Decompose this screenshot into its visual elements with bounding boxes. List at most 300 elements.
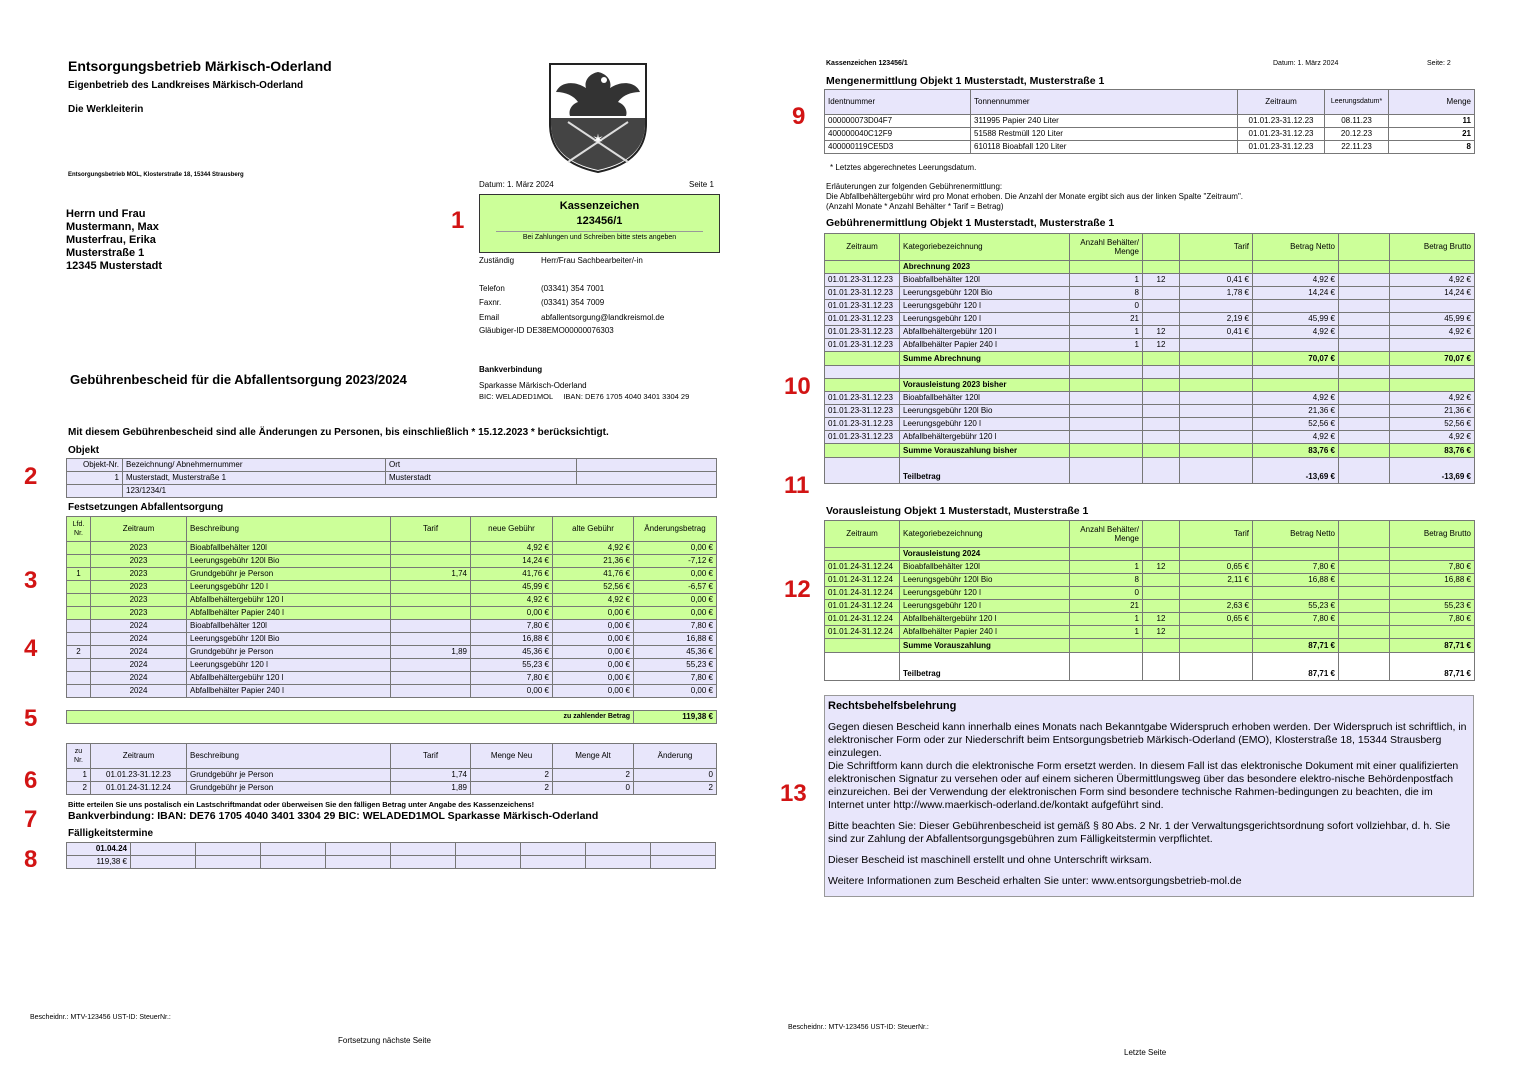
sum-brutto: 83,76 € <box>1390 444 1475 458</box>
cell: 52,56 € <box>1390 418 1475 431</box>
sum-brutto: 87,71 € <box>1390 639 1475 653</box>
teilbetrag-brutto: -13,69 € <box>1390 458 1475 484</box>
erl-line: (Anzahl Monate * Anzahl Behälter * Tarif = Betrag) <box>826 202 1004 211</box>
cell: 7,80 € <box>471 672 553 685</box>
cell: 01.01.23-31.12.23 <box>91 769 187 782</box>
date-page2: Datum: 1. März 2024 <box>1273 60 1339 67</box>
teilbetrag-row <box>825 653 1475 681</box>
table-row <box>825 600 1475 613</box>
cell: -6,57 € <box>634 581 717 594</box>
bank-name: Sparkasse Märkisch-Oderland <box>479 381 587 390</box>
header-cell <box>1339 234 1390 261</box>
cell: 2024 <box>91 659 187 672</box>
header-cell <box>1143 234 1180 261</box>
cell: 2 <box>471 769 553 782</box>
cell: 0,00 € <box>471 685 553 698</box>
cell: 1,89 <box>391 646 471 659</box>
cell: 0,41 € <box>1180 274 1253 287</box>
cell <box>67 607 91 620</box>
cell: Leerungsgebühr 120 l <box>187 581 391 594</box>
cell: 11 <box>1389 115 1475 128</box>
recipient-address <box>66 208 162 273</box>
header-cell: Objekt-Nr. <box>67 459 123 472</box>
cell: 01.01.23-31.12.23 <box>825 313 900 326</box>
cell: 610118 Bioabfall 120 Liter <box>971 141 1238 154</box>
cell: 2024 <box>91 620 187 633</box>
table-row <box>67 672 717 685</box>
org-role: Die Werkleiterin <box>68 104 144 115</box>
table-row <box>67 843 716 856</box>
cell <box>1253 300 1339 313</box>
cell: 52,56 € <box>553 581 634 594</box>
table-row <box>67 646 717 659</box>
cell: Grundgebühr je Person <box>187 646 391 659</box>
marker-4: 4 <box>24 635 38 662</box>
cell: Leerungsgebühr 120 l <box>900 300 1070 313</box>
cell: 4,92 € <box>471 594 553 607</box>
cell: 0,00 € <box>553 633 634 646</box>
section-row <box>825 548 1475 561</box>
cell <box>1143 587 1180 600</box>
teilbetrag-label: Teilbetrag <box>900 653 1070 681</box>
cell: 01.01.24-31.12.24 <box>825 613 900 626</box>
header-cell: neue Gebühr <box>471 517 553 542</box>
cell: 1 <box>1070 326 1143 339</box>
cell: 0,41 € <box>1180 326 1253 339</box>
kassenzeichen-note: Bei Zahlungen und Schreiben bitte stets angeben <box>522 234 677 241</box>
cell: 8 <box>1070 574 1143 587</box>
cell: 2,63 € <box>1180 600 1253 613</box>
cell <box>67 594 91 607</box>
cell: Abfallbehältergebühr 120 l <box>900 431 1070 444</box>
cell <box>391 555 471 568</box>
festsetzungen-title: Festsetzungen Abfallentsorgung <box>68 502 224 513</box>
table-row <box>825 141 1475 154</box>
cell: 55,23 € <box>1253 600 1339 613</box>
header-cell: Beschreibung <box>187 744 391 769</box>
cell: 45,99 € <box>1253 313 1339 326</box>
cell: Abfallbehälter Papier 240 l <box>900 626 1070 639</box>
section-title: Vorausleistung 2024 <box>900 548 1070 561</box>
cell: 0,00 € <box>553 672 634 685</box>
cell: 0,00 € <box>553 659 634 672</box>
table-row <box>67 555 717 568</box>
section-row <box>825 379 1475 392</box>
cell: 2024 <box>91 646 187 659</box>
table-row <box>825 115 1475 128</box>
cell: 8 <box>1389 141 1475 154</box>
cell: 4,92 € <box>1390 431 1475 444</box>
cell: 123/1234/1 <box>123 485 717 498</box>
cell: 01.01.24-31.12.24 <box>825 561 900 574</box>
cell <box>1339 613 1390 626</box>
sum-row <box>825 639 1475 653</box>
zu-zahlen-label: zu zahlender Betrag <box>67 711 634 724</box>
table-row <box>67 472 717 485</box>
zu-zahlen-table <box>66 710 717 724</box>
rechtsbehelf-para: Gegen diesen Bescheid kann innerhalb eines Monats nach Bekanntgabe Widerspruch erhoben werden. Der Widerspruch ist schriftlich, in elektronischer Form oder zur Niederschrift beim Entsorgungsbetrieb Märkisch-Oderland (EMO), Klosterstraße 18, 15344 Strausberg einzulegen. Die Schriftform kann durch die elektronische Form ersetzt werden. In diesem Fall ist das elektronische Dokument mit einer qualifizierten elektronischen Signatur zu versehen oder auf einem sicheren Übermittlungsweg über das besondere elektro-nische Behördenpostfach einzureichen. Bei der Verwendung der elektronischen Form sind besondere technische Rahmen-bedingungen zu beachten, die im Internet unter http://www.maerkisch-oderland.de/kontakt aufgeführt sind. <box>828 721 1467 811</box>
cell: 4,92 € <box>1390 326 1475 339</box>
table-row <box>67 769 717 782</box>
footer-page2: Bescheidnr.: MTV-123456 UST-ID: SteuerNr.: <box>788 1024 929 1031</box>
cell: 1 <box>67 568 91 581</box>
contact-fax: Faxnr. (03341) 354 7009 <box>479 298 605 307</box>
last-page-note: Letzte Seite <box>1124 1048 1167 1057</box>
marker-13: 13 <box>780 780 807 807</box>
cell: 0,00 € <box>634 542 717 555</box>
cell: 01.01.23-31.12.23 <box>825 392 900 405</box>
rechtsbehelf-para: Weitere Informationen zum Bescheid erhalten Sie unter: www.entsorgungsbetrieb-mol.de <box>828 875 1242 887</box>
cell: Leerungsgebühr 120l Bio <box>900 287 1070 300</box>
marker-5: 5 <box>24 705 38 732</box>
faelligkeit-table <box>66 842 716 869</box>
rechtsbehelf-para: Bitte beachten Sie: Dieser Gebührenbescheid ist gemäß § 80 Abs. 2 Nr. 1 der Verwaltungsgerichtsordnung sofort vollziehbar, d. h. Sie sind zur Zahlung der Abfallentsorgungsgebühren zum Fälligkeitstermin verpflichtet. <box>828 820 1451 845</box>
table-row <box>825 128 1475 141</box>
cell: 7,80 € <box>1390 613 1475 626</box>
cell: 2023 <box>91 568 187 581</box>
kassenzeichen-box <box>479 194 720 253</box>
cell: 0,00 € <box>553 646 634 659</box>
cell: Leerungsgebühr 120 l <box>900 418 1070 431</box>
cell: 000000073D04F7 <box>825 115 971 128</box>
vorausleistung-table <box>824 520 1475 681</box>
page-number-1: Seite 1 <box>689 180 714 189</box>
header-cell: Änderungsbetrag <box>634 517 717 542</box>
section-title: Abrechnung 2023 <box>900 261 1070 274</box>
table-row <box>825 326 1475 339</box>
cell: 2 <box>67 646 91 659</box>
cell: 01.01.24-31.12.24 <box>825 587 900 600</box>
cell: 4,92 € <box>1390 274 1475 287</box>
cell: Abfallbehälter Papier 240 l <box>187 607 391 620</box>
cell: 45,36 € <box>634 646 717 659</box>
header-cell: Betrag Brutto <box>1390 521 1475 548</box>
cell <box>1143 313 1180 326</box>
cell: 12 <box>1143 613 1180 626</box>
menge-note: * Letztes abgerechnetes Leerungsdatum. <box>830 163 977 172</box>
cell: 0,00 € <box>553 607 634 620</box>
cell: 55,23 € <box>471 659 553 672</box>
header-cell: Zeitraum <box>1238 90 1325 115</box>
cell <box>1070 392 1143 405</box>
cell: 01.01.24-31.12.24 <box>825 574 900 587</box>
cell: 45,99 € <box>471 581 553 594</box>
cell: Bioabfallbehälter 120l <box>900 274 1070 287</box>
cell: Bioabfallbehälter 120l <box>900 561 1070 574</box>
table-row <box>825 339 1475 352</box>
cell: 01.01.23-31.12.23 <box>1238 141 1325 154</box>
cell: 12 <box>1143 339 1180 352</box>
cell <box>391 542 471 555</box>
cell: 21,36 € <box>1390 405 1475 418</box>
cell: 01.01.23-31.12.23 <box>825 300 900 313</box>
marker-3: 3 <box>24 567 38 594</box>
cell: 4,92 € <box>1253 392 1339 405</box>
cell: Bioabfallbehälter 120l <box>900 392 1070 405</box>
bank-title: Bankverbindung <box>479 365 543 374</box>
table-row <box>825 418 1475 431</box>
cell: 0 <box>634 769 717 782</box>
cell: 22.11.23 <box>1325 141 1389 154</box>
cell: 0 <box>1070 587 1143 600</box>
coat-of-arms-icon <box>548 62 648 174</box>
marker-10: 10 <box>784 373 811 400</box>
cell: 1 <box>1070 339 1143 352</box>
teilbetrag-label: Teilbetrag <box>900 458 1070 484</box>
sum-netto: 87,71 € <box>1253 639 1339 653</box>
sum-label: Summe Vorauszahlung bisher <box>900 444 1070 458</box>
table-header <box>825 90 1475 115</box>
cell <box>1180 587 1253 600</box>
cell: 12 <box>1143 626 1180 639</box>
cell <box>67 685 91 698</box>
table-row <box>825 561 1475 574</box>
erl-line: Die Abfallbehältergebühr wird pro Monat erhoben. Die Anzahl der Monate ergibt sich aus der linken Spalte "Zeitraum". <box>826 192 1244 201</box>
cell: Leerungsgebühr 120 l <box>900 600 1070 613</box>
cell <box>1253 626 1339 639</box>
contact-telefon: Telefon (03341) 354 7001 <box>479 284 605 293</box>
cell <box>67 581 91 594</box>
cell <box>1143 405 1180 418</box>
page-2 <box>768 0 1536 1086</box>
table-row <box>825 574 1475 587</box>
header-cell: Leerungsdatum* <box>1325 90 1389 115</box>
cell <box>1339 274 1390 287</box>
cell: 0,00 € <box>634 568 717 581</box>
cell: 4,92 € <box>1253 431 1339 444</box>
header-cell: Tonnennummer <box>971 90 1238 115</box>
section-title: Vorausleistung 2023 bisher <box>900 379 1070 392</box>
marker-11: 11 <box>784 472 810 499</box>
cell: 01.01.24-31.12.24 <box>825 626 900 639</box>
cell <box>1143 431 1180 444</box>
cell: 21 <box>1389 128 1475 141</box>
cell <box>1143 287 1180 300</box>
cell <box>1339 431 1390 444</box>
faellig-amount: 119,38 € <box>67 856 131 869</box>
cell: 1 <box>67 769 91 782</box>
cell: 01.01.23-31.12.23 <box>825 274 900 287</box>
cell <box>1339 405 1390 418</box>
table-row <box>67 620 717 633</box>
kassenzeichen-header: Kassenzeichen 123456/1 <box>826 60 908 67</box>
cell <box>391 659 471 672</box>
cell: Musterstadt, Musterstraße 1 <box>123 472 386 485</box>
cell <box>1253 339 1339 352</box>
cell: 0,00 € <box>553 685 634 698</box>
table-row <box>67 594 717 607</box>
cell: 7,80 € <box>1390 561 1475 574</box>
marker-9: 9 <box>792 103 806 130</box>
cell: 2023 <box>91 581 187 594</box>
header-cell: Zeitraum <box>825 234 900 261</box>
cell <box>67 659 91 672</box>
table-row <box>67 542 717 555</box>
cell: 1 <box>1070 626 1143 639</box>
marker-7: 7 <box>24 806 38 833</box>
gebuehrenermittlung-table <box>824 233 1475 484</box>
table-row <box>825 300 1475 313</box>
cell: 51588 Restmüll 120 Liter <box>971 128 1238 141</box>
bank-bic-iban: BIC: WELADED1MOL IBAN: DE76 1705 4040 3401 3304 29 <box>479 392 690 401</box>
org-subtitle: Eigenbetrieb des Landkreises Märkisch-Oderland <box>68 80 304 91</box>
cell: 4,92 € <box>553 594 634 607</box>
erlaeuterungen <box>826 182 1243 212</box>
marker-2: 2 <box>24 463 38 490</box>
cell: 2023 <box>91 542 187 555</box>
cell: 2 <box>634 782 717 795</box>
cell <box>1390 300 1475 313</box>
cell <box>1339 600 1390 613</box>
cell: Abfallbehältergebühr 120 l <box>187 672 391 685</box>
table-row <box>825 392 1475 405</box>
table-header <box>67 744 717 769</box>
cell: 2023 <box>91 555 187 568</box>
cell: 2 <box>471 782 553 795</box>
cell <box>1180 392 1253 405</box>
cell <box>67 542 91 555</box>
header-cell: alte Gebühr <box>553 517 634 542</box>
cell: 8 <box>1070 287 1143 300</box>
teilbetrag-brutto: 87,71 € <box>1390 653 1475 681</box>
cell <box>1070 405 1143 418</box>
cell: 01.01.23-31.12.23 <box>825 431 900 444</box>
cell <box>391 620 471 633</box>
header-cell: Menge Alt <box>553 744 634 769</box>
cell <box>1143 600 1180 613</box>
cell: 12 <box>1143 561 1180 574</box>
table-row <box>67 782 717 795</box>
teilbetrag-netto: -13,69 € <box>1253 458 1339 484</box>
table-row <box>825 313 1475 326</box>
cell: Leerungsgebühr 120l Bio <box>900 405 1070 418</box>
header-cell: Betrag Brutto <box>1390 234 1475 261</box>
cell: 4,92 € <box>1253 326 1339 339</box>
table-row <box>825 405 1475 418</box>
cell: 55,23 € <box>634 659 717 672</box>
cell: 0,00 € <box>634 685 717 698</box>
cell: Abfallbehälter Papier 240 l <box>900 339 1070 352</box>
address-line: Herrn und Frau <box>66 208 146 220</box>
sum-row <box>825 444 1475 458</box>
cell: 0,00 € <box>634 594 717 607</box>
cell: 45,99 € <box>1390 313 1475 326</box>
cell: Leerungsgebühr 120 l <box>900 587 1070 600</box>
cell <box>1339 574 1390 587</box>
cell: Grundgebühr je Person <box>187 568 391 581</box>
cell: 7,80 € <box>1253 561 1339 574</box>
sum-row <box>825 352 1475 366</box>
cell: Leerungsgebühr 120l Bio <box>187 555 391 568</box>
glaeubiger-id: Gläubiger-ID DE38EMO00000076303 <box>479 326 614 335</box>
cell: 21,36 € <box>1253 405 1339 418</box>
cell: 1 <box>1070 274 1143 287</box>
personen-table <box>66 743 717 795</box>
cell <box>1339 300 1390 313</box>
zu-zahlen-value: 119,38 € <box>634 711 717 724</box>
cell <box>1339 339 1390 352</box>
cell: Bioabfallbehälter 120l <box>187 620 391 633</box>
festsetzungen-table <box>66 516 717 698</box>
header-cell: Kategoriebezeichnung <box>900 234 1070 261</box>
cell: Musterstadt <box>386 472 577 485</box>
header-cell: Beschreibung <box>187 517 391 542</box>
rechtsbehelf-box <box>824 695 1474 897</box>
header-cell: Bezeichnung/ Abnehmernummer <box>123 459 386 472</box>
sum-netto: 70,07 € <box>1253 352 1339 366</box>
cell <box>67 485 123 498</box>
header-cell: Lfd. Nr. <box>67 517 91 542</box>
cell: 7,80 € <box>1253 613 1339 626</box>
cell: 16,88 € <box>1390 574 1475 587</box>
cell: 0 <box>1070 300 1143 313</box>
cell: Leerungsgebühr 120l Bio <box>900 574 1070 587</box>
table-row <box>825 287 1475 300</box>
address-line: 12345 Musterstadt <box>66 260 162 272</box>
continue-note: Fortsetzung nächste Seite <box>338 1036 431 1045</box>
cell <box>1143 392 1180 405</box>
cell: 1 <box>1070 561 1143 574</box>
cell <box>1339 326 1390 339</box>
erl-line: Erläuterungen zur folgenden Gebührenermittlung: <box>826 182 1003 191</box>
cell: 16,88 € <box>634 633 717 646</box>
gebuehrenermittlung-title: Gebührenermittlung Objekt 1 Musterstadt, Musterstraße 1 <box>826 217 1115 229</box>
intro-text: Mit diesem Gebührenbescheid sind alle Änderungen zu Personen, bis einschließlich * 15.12.2023 * berücksichtigt. <box>68 427 609 438</box>
header-cell: Identnummer <box>825 90 971 115</box>
date-page1: Datum: 1. März 2024 <box>479 180 554 189</box>
cell: 21 <box>1070 600 1143 613</box>
rechtsbehelf-para: Dieser Bescheid ist maschinell erstellt und ohne Unterschrift wirksam. <box>828 854 1152 866</box>
mengenermittlung-table <box>824 89 1475 154</box>
header-cell: Tarif <box>391 744 471 769</box>
cell <box>67 555 91 568</box>
cell: 55,23 € <box>1390 600 1475 613</box>
document-title: Gebührenbescheid für die Abfallentsorgung 2023/2024 <box>70 372 407 387</box>
table-row <box>67 485 717 498</box>
table-row <box>825 613 1475 626</box>
cell: 1 <box>1070 613 1143 626</box>
objekt-table <box>66 458 717 498</box>
cell: 2024 <box>91 685 187 698</box>
header-cell: Tarif <box>1180 521 1253 548</box>
header-cell <box>577 459 717 472</box>
cell: 1,74 <box>391 568 471 581</box>
teilbetrag-row <box>825 458 1475 484</box>
cell <box>1180 405 1253 418</box>
contact-email: Email abfallentsorgung@landkreismol.de <box>479 313 665 322</box>
teilbetrag-netto: 87,71 € <box>1253 653 1339 681</box>
vorausleistung-title: Vorausleistung Objekt 1 Musterstadt, Musterstraße 1 <box>826 505 1089 517</box>
cell <box>1070 431 1143 444</box>
table-row <box>67 659 717 672</box>
cell: 01.01.23-31.12.23 <box>825 339 900 352</box>
cell: 41,76 € <box>471 568 553 581</box>
cell: Grundgebühr je Person <box>187 782 391 795</box>
cell <box>1143 574 1180 587</box>
cell: 01.01.23-31.12.23 <box>1238 128 1325 141</box>
section-row <box>825 261 1475 274</box>
cell: 4,92 € <box>1390 392 1475 405</box>
cell: 311995 Papier 240 Liter <box>971 115 1238 128</box>
cell: 14,24 € <box>1390 287 1475 300</box>
sender-line: Entsorgungsbetrieb MOL, Klosterstraße 18, 15344 Strausberg <box>68 172 244 178</box>
cell: 4,92 € <box>471 542 553 555</box>
cell <box>1339 626 1390 639</box>
cell <box>391 685 471 698</box>
cell: 08.11.23 <box>1325 115 1389 128</box>
cell <box>1180 339 1253 352</box>
address-line: Musterfrau, Erika <box>66 234 156 246</box>
